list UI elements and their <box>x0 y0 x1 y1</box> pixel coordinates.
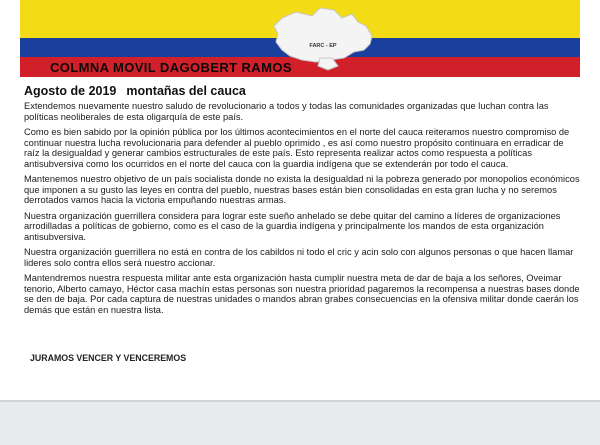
banner-title: COLMNA MOVIL DAGOBERT RAMOS <box>50 60 292 75</box>
flag-banner <box>20 0 580 77</box>
paragraph: Mantendremos nuestra respuesta militar ante esta organización hasta cumplir nuestra meta de dar de baja a los señores, Oveimar tenorio, Alberto camayo, Héctor casa machín estas personas son nuestra prioridad pagaremos la recompensa a nuestras bases donde se den de baja. Por cada captura de nuestras unidades o mandos abran grabes consecuencias en la ofensiva militar donde caerán los demás que están en nuestra lista. <box>24 272 580 315</box>
paragraph: Como es bien sabido por la opinión pública por los últimos acontecimientos en el norte del cauca reiteramos nuestro compromiso de continuar nuestra lucha revolucionaria para defender al pueblo oprimido , es así como nuestro propósito continuara en erradicar de raíz la desigualdad y generar cambios estructurales de este país. Esto representa realizar actos como respuesta a políticas antisubversiva como los ocurridos en el norte del cauca con la guardia indígena que se extenderán por todo el cauca. <box>24 126 570 169</box>
map-label: FARC - EP <box>309 43 337 49</box>
closing-slogan: JURAMOS VENCER Y VENCEREMOS <box>30 353 187 363</box>
document-date: Agosto de 2019 <box>24 84 117 98</box>
document-body <box>24 101 580 320</box>
page-edge-divider <box>0 400 600 402</box>
paragraph: Extendemos nuevamente nuestro saludo de revolucionario a todos y todas las comunidades organizadas que luchan contra las políticas neoliberales de esta oligarquía de este país. <box>24 101 549 122</box>
paragraph: Nuestra organización guerrillera no está en contra de los cabildos ni todo el cric y acin solo con algunos personas o que hacen llamar lideres solo contra ellos será nuestro accionar. <box>24 247 574 268</box>
date-location-heading <box>24 84 246 98</box>
paragraph: Nuestra organización guerrillera considera para lograr este sueño anhelado se debe quitar del camino a líderes de organizaciones arrodilladas a políticas de gobierno, como es el caso de la guardia indígena y principalmente los mandos de esta organización antisubversiva. <box>24 210 561 242</box>
viewer-background <box>0 400 600 445</box>
paragraph: Mantenemos nuestro objetivo de un país socialista donde no exista la desigualdad ni la pobreza generado por monopolios económicos que imponen a su gusto las leyes en contra del pueblo, nuestras bases están bien consolidadas en esta gran lucha y no seremos derrotados vamos hacia la victoria empuñando nuestras armas. <box>24 174 580 206</box>
document-location: montañas del cauca <box>126 84 246 98</box>
